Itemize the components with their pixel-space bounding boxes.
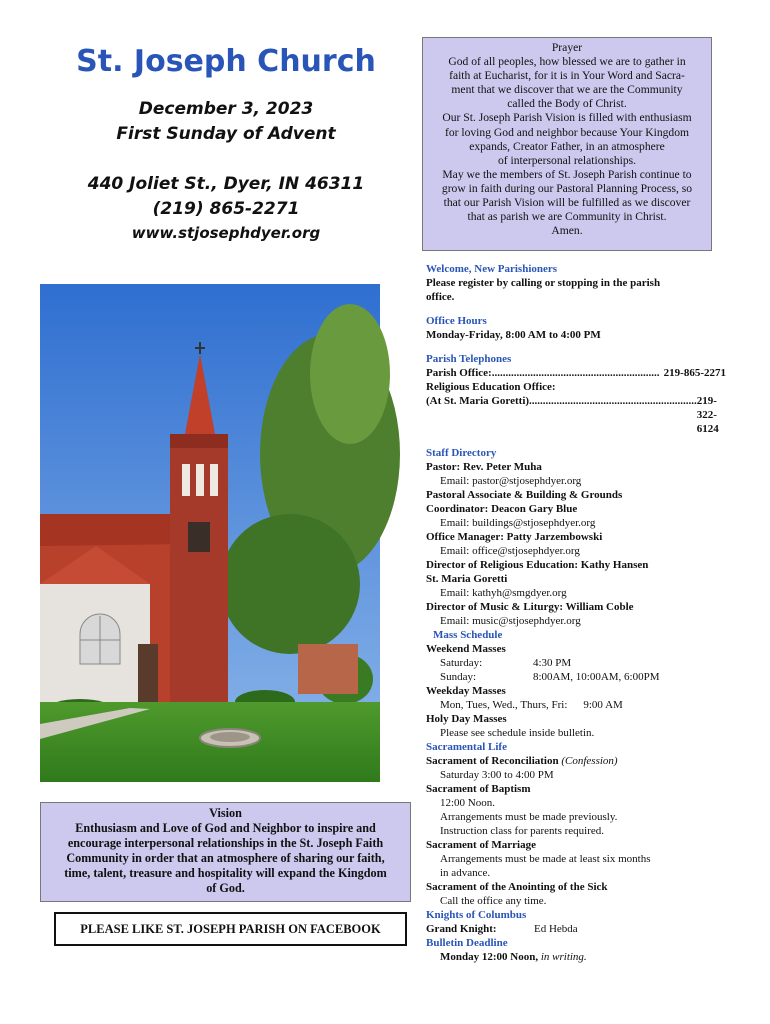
parish-office-phone-row	[426, 366, 726, 380]
facebook-banner: PLEASE LIKE ST. JOSEPH PARISH ON FACEBOOK	[54, 912, 407, 946]
holy-day-heading: Holy Day Masses	[426, 713, 507, 725]
reconciliation-time: Saturday 3:00 to 4:00 PM	[440, 769, 554, 781]
prayer-line: that our Parish Vision will be fulfilled as we discover	[443, 196, 691, 210]
prayer-line: for loving God and neighbor because Your Kingdom	[444, 125, 690, 139]
info-column	[426, 262, 726, 964]
staff-office-manager: Office Manager: Patty Jarzembowski	[426, 531, 603, 543]
staff-email[interactable]: Email: office@stjosephdyer.org	[440, 545, 580, 557]
church-phone: (219) 865-2271	[152, 199, 300, 219]
grand-knight-row	[426, 922, 726, 936]
staff-dre: Director of Religious Education: Kathy Hansen	[426, 559, 649, 571]
church-website[interactable]: www.stjosephdyer.org	[131, 224, 321, 242]
prayer-line: that as parish we are Community in Christ.	[467, 210, 667, 224]
prayer-line: ment that we discover that we are the Community	[451, 83, 683, 97]
baptism-note: Arrangements must be made previously.	[440, 811, 618, 823]
vision-box	[40, 802, 411, 902]
vision-line: Community in order that an atmosphere of sharing our faith,	[66, 851, 385, 865]
prayer-line: grow in faith during our Pastoral Planning Process, so	[441, 181, 693, 195]
office-hours-heading: Office Hours	[426, 315, 487, 327]
phone-number: 219-865-2271	[663, 367, 726, 379]
phone-label: Parish Office:.............................................................	[426, 367, 660, 379]
vision-title: Vision	[209, 806, 242, 820]
prayer-line: faith at Eucharist, for it is in Your Word and Sacra-	[449, 69, 685, 83]
baptism-note: Instruction class for parents required.	[440, 825, 605, 837]
welcome-heading: Welcome, New Parishioners	[426, 263, 558, 275]
staff-email[interactable]: Email: music@stjosephdyer.org	[440, 615, 581, 627]
prayer-line: God of all peoples, how blessed we are to gather in	[448, 55, 686, 69]
staff-email[interactable]: Email: kathyh@smgdyer.org	[440, 587, 567, 599]
prayer-line: Our St. Joseph Parish Vision is filled with enthusiasm	[442, 111, 692, 125]
marriage-note: Arrangements must be made at least six months	[440, 853, 651, 865]
reconciliation-title: Sacrament of Reconciliation (Confession)	[426, 755, 618, 767]
mass-day: Saturday:	[440, 657, 483, 669]
anointing-note: Call the office any time.	[440, 895, 547, 907]
prayer-line: May we the members of St. Joseph Parish continue to	[442, 167, 692, 181]
church-address: 440 Joliet St., Dyer, IN 46311	[87, 174, 365, 194]
prayer-title: Prayer	[551, 41, 583, 54]
phone-number: 219-322-6124	[696, 395, 719, 435]
grand-knight-label: Grand Knight:	[426, 923, 497, 935]
welcome-text: Please register by calling or stopping in the parish	[426, 277, 661, 289]
baptism-title: Sacrament of Baptism	[426, 783, 531, 795]
vision-line: Enthusiasm and Love of God and Neighbor to inspire and	[75, 821, 376, 835]
mass-time: 9:00 AM	[583, 699, 623, 711]
staff-associate: Pastoral Associate & Building & Grounds	[426, 489, 623, 501]
weekend-heading: Weekend Masses	[426, 643, 506, 655]
liturgical-occasion: First Sunday of Advent	[116, 124, 336, 144]
marriage-title: Sacrament of Marriage	[426, 839, 536, 851]
church-photo	[40, 284, 380, 782]
mass-heading: Mass Schedule	[433, 629, 503, 641]
mass-day: Mon, Tues, Wed., Thurs, Fri:	[440, 699, 568, 711]
grand-knight-name: Ed Hebda	[534, 923, 578, 935]
mass-row	[426, 656, 726, 670]
prayer-line: of interpersonal relationships.	[497, 153, 637, 167]
prayer-line: called the Body of Christ.	[507, 97, 627, 111]
mass-time: 8:00AM, 10:00AM, 6:00PM	[533, 671, 660, 683]
welcome-text: office.	[426, 291, 455, 303]
staff-email[interactable]: Email: buildings@stjosephdyer.org	[440, 517, 596, 529]
office-hours-text: Monday-Friday, 8:00 AM to 4:00 PM	[426, 329, 601, 341]
mass-day: Sunday:	[440, 671, 477, 683]
sacramental-heading: Sacramental Life	[426, 741, 507, 753]
weekday-row	[426, 698, 726, 712]
deadline-text: Monday 12:00 Noon, in writing.	[440, 951, 587, 963]
marriage-note: in advance.	[440, 867, 491, 879]
staff-email[interactable]: Email: pastor@stjosephdyer.org	[440, 475, 582, 487]
mass-time: 4:30 PM	[533, 657, 572, 669]
phone-label: (At St. Maria Goretti).............................................................	[426, 395, 697, 407]
deadline-heading: Bulletin Deadline	[426, 937, 508, 949]
staff-dre: St. Maria Goretti	[426, 573, 508, 585]
staff-pastor: Pastor: Rev. Peter Muha	[426, 461, 542, 473]
baptism-time: 12:00 Noon.	[440, 797, 495, 809]
vision-line: of God.	[206, 881, 245, 895]
staff-heading: Staff Directory	[426, 447, 497, 459]
telephones-heading: Parish Telephones	[426, 353, 512, 365]
weekday-heading: Weekday Masses	[426, 685, 506, 697]
holy-day-text: Please see schedule inside bulletin.	[440, 727, 595, 739]
vision-line: time, talent, treasure and hospitality will expand the Kingdom	[64, 866, 387, 880]
religious-ed-label: Religious Education Office:	[426, 381, 556, 393]
prayer-line: expands, Creator Father, in an atmosphere	[469, 139, 665, 153]
vision-line: encourage interpersonal relationships in the St. Joseph Faith	[67, 836, 384, 850]
religious-ed-phone-row	[426, 394, 726, 436]
knights-heading: Knights of Columbus	[426, 909, 527, 921]
prayer-box	[422, 37, 712, 251]
bulletin-header	[40, 40, 412, 242]
mass-row	[426, 670, 726, 684]
staff-music: Director of Music & Liturgy: William Coble	[426, 601, 634, 613]
bulletin-date: December 3, 2023	[138, 99, 314, 119]
prayer-line: Amen.	[551, 224, 583, 238]
anointing-title: Sacrament of the Anointing of the Sick	[426, 881, 608, 893]
staff-associate: Coordinator: Deacon Gary Blue	[426, 503, 578, 515]
church-name: St. Joseph Church	[76, 44, 376, 79]
